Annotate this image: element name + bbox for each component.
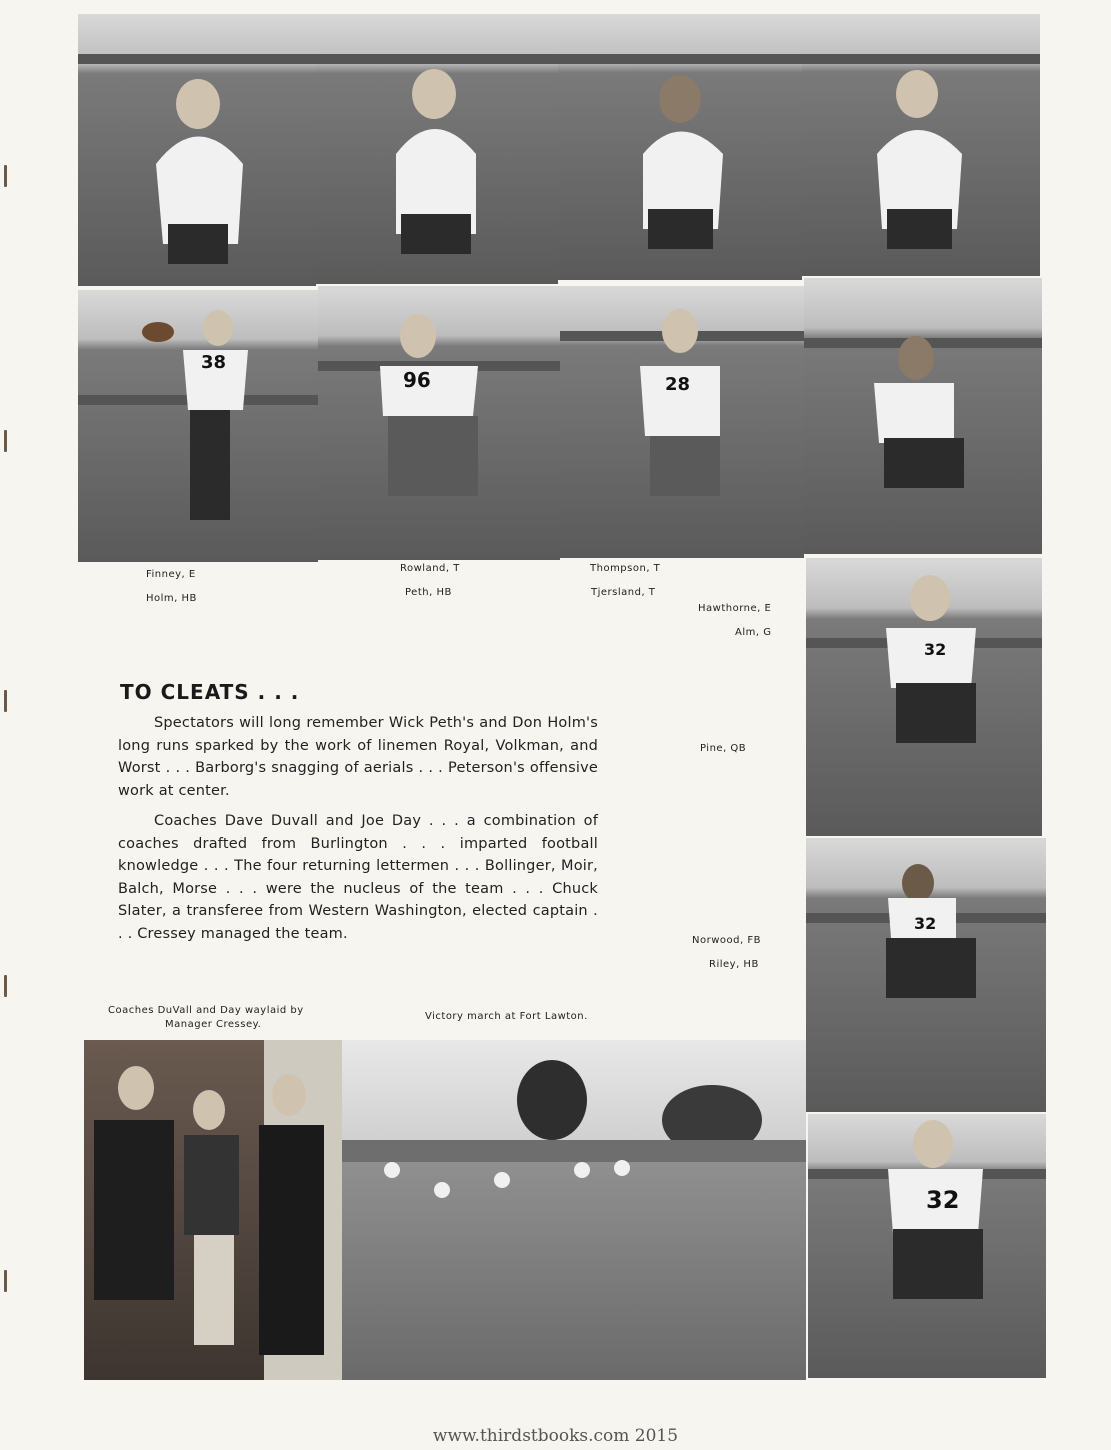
binding-mark: [4, 690, 7, 712]
player-photo: [78, 14, 316, 286]
photo-caption: Coaches DuVall and Day waylaid by: [108, 1005, 304, 1016]
player-caption: Rowland, T: [400, 563, 460, 574]
player-photo: [558, 14, 802, 280]
photo-caption: Manager Cressey.: [165, 1019, 262, 1030]
article-paragraph: Coaches Dave Duvall and Joe Day . . . a combination of coaches drafted from Burlington . . . imparted football knowledge . . . The four returning lettermen . . . Bollinger, Moir, Balch, Morse . . . were the nucleus of the team . . . Chuck Slater, a transferee from Western Washington, elected captain . . . Cressey managed the team.: [118, 813, 598, 942]
binding-mark: [4, 975, 7, 997]
player-caption: Tjersland, T: [591, 587, 656, 598]
player-photo: [78, 290, 318, 562]
binding-mark: [4, 1270, 7, 1292]
jersey-number: 32: [924, 640, 947, 659]
player-photo: [316, 14, 558, 284]
player-photo: [806, 558, 1042, 836]
article-heading: TO CLEATS . . .: [120, 680, 300, 704]
victory-march-photo: [342, 1040, 806, 1380]
player-photo: [804, 278, 1042, 554]
player-photo: [560, 286, 804, 558]
player-caption: Hawthorne, E: [698, 603, 772, 614]
jersey-number: 28: [665, 374, 691, 395]
player-caption: Norwood, FB: [692, 935, 761, 946]
player-caption: Peth, HB: [405, 587, 452, 598]
player-caption: Alm, G: [735, 627, 772, 638]
player-caption: Thompson, T: [590, 563, 661, 574]
coaches-photo: [84, 1040, 342, 1380]
player-photo: [318, 286, 560, 560]
player-caption: Holm, HB: [146, 593, 197, 604]
article-paragraph: Spectators will long remember Wick Peth's and Don Holm's long runs sparked by the work of linemen Royal, Volkman, and Worst . . . Barborg's snagging of aerials . . . Peterson's offensive work at center.: [118, 715, 598, 799]
jersey-number: 32: [926, 1186, 960, 1214]
jersey-number: 96: [403, 368, 431, 392]
jersey-number: 32: [914, 914, 937, 933]
player-photo: [802, 14, 1040, 276]
binding-mark: [4, 430, 7, 452]
binding-mark: [4, 165, 7, 187]
photo-caption: Victory march at Fort Lawton.: [425, 1011, 588, 1022]
player-caption: Finney, E: [146, 569, 196, 580]
player-caption: Pine, QB: [700, 743, 747, 754]
player-photo: [808, 1114, 1046, 1378]
footer-watermark: www.thirdstbooks.com 2015: [432, 1426, 679, 1446]
jersey-number: 38: [201, 352, 227, 373]
player-photo: [806, 838, 1046, 1112]
player-caption: Riley, HB: [709, 959, 759, 970]
